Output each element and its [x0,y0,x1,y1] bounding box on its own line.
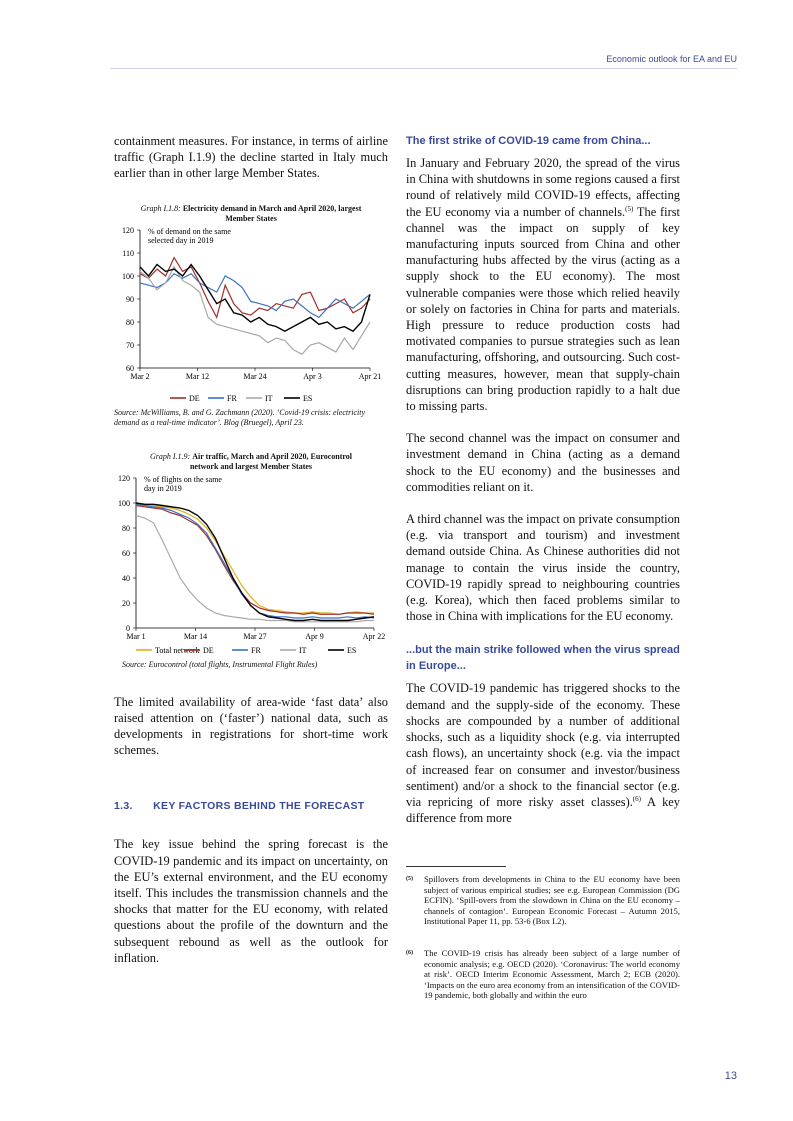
footnote-6-number: (6) [406,950,413,956]
footnote-5-number: (5) [406,876,413,882]
x-tick-label: Mar 14 [183,631,208,641]
footnote-6 [406,948,680,1001]
chart2-title-prefix: Graph I.1.9: [149,451,191,461]
series-line-total-network [136,503,374,614]
y-tick-label: 60 [126,363,134,373]
intro-paragraph: containment measures. For instance, in terms of airline traffic (Graph I.1.9) the decline started in Italy much earlier than in other large Member States. [114,134,388,181]
y-axis-label: day in 2019 [144,483,182,493]
x-tick-label: Apr 3 [303,371,322,381]
section-title: KEY FACTORS BEHIND THE FORECAST [153,800,365,813]
chart1-title-prefix: Graph I.1.8: [140,203,181,213]
legend-label: IT [265,393,273,403]
footnote-6-text: The COVID-19 crisis has already been subject of a large number of economic analysis; e.g. OECD (2020). ‘Coronavirus: The world economy at risk’. OECD Interim Economic Assessment, March 2; ECB (2020). ‘Impacts on the euro area economy from an intensification of the COVID-19 pandemic, both globally and within the euro [424,948,680,1001]
series-line-es [136,503,374,621]
chart1-source: Source: McWilliams, B. and G. Zachmann (2020). ‘Covid-19 crisis: electricity demand as a real-time indicator’. Blog (Bruegel), April 23. [114,407,365,427]
header-rule [110,68,737,69]
running-header: Economic outlook for EA and EU [606,54,737,64]
second-channel-paragraph: The second channel was the impact on consumer and investment demand in China (acting as a demand shock to the EU economy) and the businesses and commodities reliant on it. [406,431,680,494]
legend-label: ES [303,393,313,403]
y-tick-label: 60 [122,548,130,558]
footnote-ref-5[interactable]: (5) [625,204,634,213]
chart2-source: Source: Eurocontrol (total flights, Instrumental Flight Rules) [122,659,318,669]
right-column [406,133,680,826]
legend-label: FR [227,393,237,403]
y-tick-label: 80 [122,523,130,533]
air-traffic-chart [114,472,388,660]
chart1-title-text: Electricity demand in March and April 2020, largest Member States [182,203,362,223]
p1-text-a: In January and February 2020, the spread of the virus in China with shutdowns in some regions caused a first round of relatively mild COVID-19 effects, affecting the EU economy via a number of channels. [406,156,680,219]
footnote-ref-6[interactable]: (6) [632,794,641,803]
y-axis-label: selected day in 2019 [148,235,214,245]
x-tick-label: Mar 12 [185,371,210,381]
first-strike-paragraph [406,155,680,414]
legend-label: DE [203,645,214,655]
legend-label: IT [299,645,307,655]
x-tick-label: Mar 1 [126,631,146,641]
y-tick-label: 110 [122,248,134,258]
x-tick-label: Mar 24 [243,371,267,381]
series-line-fr [140,273,370,317]
x-tick-label: Mar 2 [130,371,150,381]
section-heading [114,800,388,812]
x-tick-label: Apr 21 [358,371,382,381]
left-column [114,133,388,966]
y-tick-label: 100 [122,271,134,281]
p1-text-b: The first channel was the impact on supply of key manufacturing inputs sourced from China and other manufacturing hubs affected by the virus (acting as a supply shock to the EU economy). The most vulnerable companies were those which relied heavily or solely on factories in China for parts and materials. High pressure to reduce production costs had motivated companies to pursue strategies such as lean manufacturing, offshoring, and outsourcing. Such cost-cutting measures, however, mean that supply-chain disruptions can bring production rapidly to a halt due to missing parts. [406,204,680,414]
y-axis-label: % of flights on the same [144,474,222,484]
legend-label: DE [189,393,200,403]
y-tick-label: 40 [122,573,130,583]
x-tick-label: Mar 27 [243,631,267,641]
limited-availability-paragraph: The limited availability of area-wide ‘fast data’ also raised attention on (‘faster’) national data, such as developments in registrations for short-time work schemes. [114,694,388,758]
y-tick-label: 100 [118,498,130,508]
footnote-5-text: Spillovers from developments in China to the EU economy have been subject of various empirical studies; see e.g. European Commission (DG ECFIN). ‘Spill-overs from the slowdown in China on the EU economy – channels of contagion’. European Economic Forecast – Autumn 2015, Institutional Paper 11, pp. 53-6 (Box I.2). [424,874,680,927]
section-number: 1.3. [114,800,133,813]
y-tick-label: 20 [122,598,130,608]
third-channel-paragraph: A third channel was the impact on private consumption (e.g. via transport and tourism) and investment demand outside China. As Chinese authorities did not manage to contain the virus inside the country, COVID-19 rapidly spread to neighbouring countries (e.g. Korea), which then faced problems similar to those in China with implications for the EU economy. [406,512,680,624]
legend-label: Total network [155,645,200,655]
series-line-it [140,266,370,353]
pandemic-shocks-paragraph [406,680,680,826]
page-number: 13 [724,1070,737,1082]
electricity-demand-chart [114,224,388,408]
heading-main-strike: ...but the main strike followed when the virus spread in Europe... [406,644,680,673]
footnote-rule [406,866,506,867]
y-tick-label: 0 [126,623,130,633]
x-tick-label: Apr 22 [362,631,386,641]
y-tick-label: 120 [118,473,130,483]
y-axis-label: % of demand on the same [148,226,231,236]
chart2-title-text: Air traffic, March and April 2020, Eurocontrol network and largest Member States [189,451,353,471]
footnote-5 [406,874,680,927]
p4-text-b: A key difference from more [406,794,680,826]
y-tick-label: 120 [122,225,134,235]
legend-label: FR [251,645,261,655]
x-tick-label: Apr 9 [305,631,324,641]
y-tick-label: 90 [126,294,134,304]
y-tick-label: 80 [126,317,134,327]
chart2-title [114,452,388,472]
p4-text-a: The COVID-19 pandemic has triggered shocks to the demand and the supply-side of the economy. These shocks are compounded by a number of additional shocks, such as a liquidity shock (e.g. via interrupted cash flows), an uncertainty shock (e.g. via the impact of increased fear on consumer and investor/business sentiment) and/or a shock to the financial sector (e.g. via repricing of more risky asset classes). [406,681,680,809]
y-tick-label: 70 [126,340,134,350]
chart1-title [114,204,388,224]
heading-first-strike: The first strike of COVID-19 came from China... [406,135,651,147]
legend-label: ES [347,645,357,655]
key-issue-paragraph: The key issue behind the spring forecast is the COVID-19 pandemic and its impact on uncertainty, on the EU’s external environment, and the EU economy itself. This includes the transmission channels and the shocks that matter for the EU economy, with related questions about the profile of the downturn and the subsequent rebound as well as the outlook for inflation. [114,837,388,965]
